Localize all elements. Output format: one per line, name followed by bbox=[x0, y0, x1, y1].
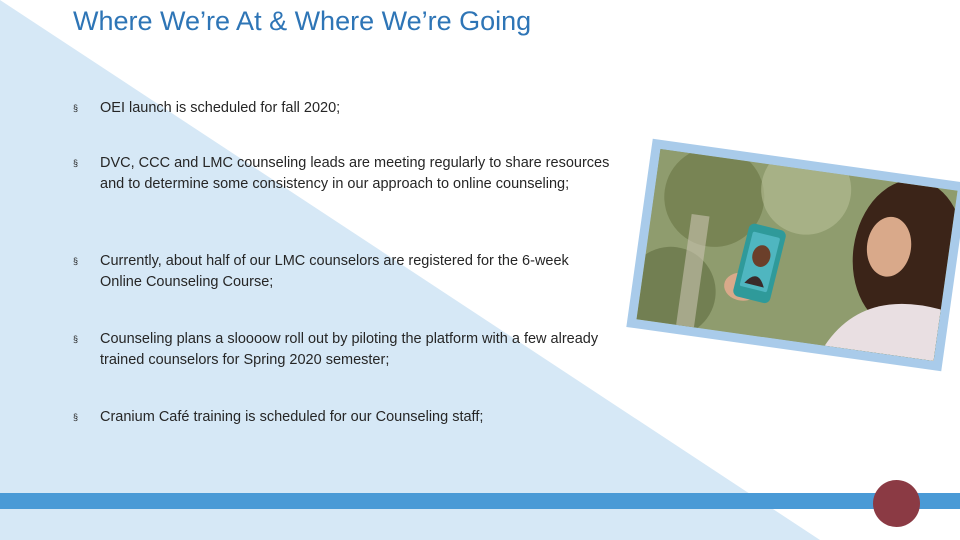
bullet-text: Counseling plans a sloooow roll out by piloting the platform with a few already trained counselors for Spring 2020 semester; bbox=[100, 331, 599, 368]
bullet-marker-icon: § bbox=[73, 412, 79, 422]
slide-title: Where We’re At & Where We’re Going bbox=[73, 6, 532, 36]
bullet-marker-icon: § bbox=[73, 334, 79, 344]
bullet-marker-icon: § bbox=[73, 103, 79, 113]
bullet-item bbox=[73, 329, 613, 371]
bullet-text: DVC, CCC and LMC counseling leads are meeting regularly to share resources and to determine some consistency in our approach to online counseling; bbox=[100, 155, 610, 192]
bullet-text: Currently, about half of our LMC counselors are registered for the 6-week Online Counseling Course; bbox=[100, 253, 569, 290]
bullet-item bbox=[73, 98, 613, 119]
bullet-text: OEI launch is scheduled for fall 2020; bbox=[100, 100, 341, 116]
bullet-marker-icon: § bbox=[73, 256, 79, 266]
video-call-photo bbox=[636, 149, 957, 361]
bullet-item bbox=[73, 153, 613, 195]
photo-person-video-call-icon bbox=[636, 149, 957, 361]
bullet-text: Cranium Café training is scheduled for our Counseling staff; bbox=[100, 409, 484, 425]
page-number-circle bbox=[873, 480, 920, 527]
footer-bar bbox=[0, 493, 960, 509]
bullet-item bbox=[73, 407, 613, 428]
bullet-item bbox=[73, 251, 613, 293]
bullet-marker-icon: § bbox=[73, 158, 79, 168]
